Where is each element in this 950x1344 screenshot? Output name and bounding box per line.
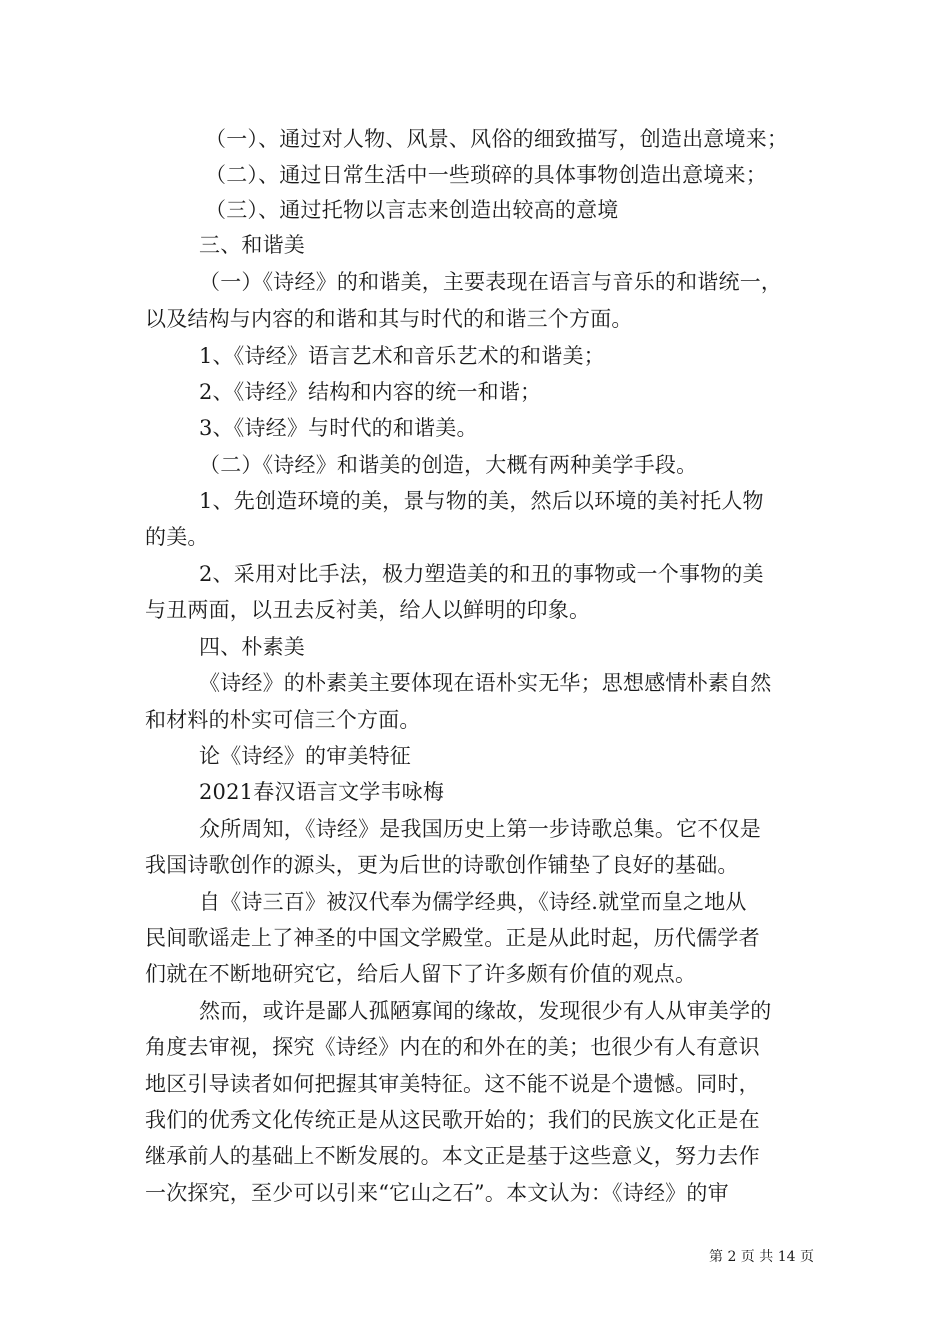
- text-line: （一）《诗经》的和谐美，主要表现在语言与音乐的和谐统一，: [199, 270, 783, 294]
- text-line: 一次探究，至少可以引来“它山之石”。本文认为：《诗经》的审: [145, 1181, 729, 1205]
- text-line: 的美。: [145, 525, 209, 549]
- text-line: 以及结构与内容的和谐和其与时代的和谐三个方面。: [145, 307, 633, 331]
- text-line: 《诗经》的朴素美主要体现在语朴实无华；思想感情朴素自然: [199, 671, 772, 695]
- section-heading: 三、和谐美: [199, 233, 305, 257]
- text-line: 自《诗三百》被汉代奉为儒学经典，《诗经.就堂而皇之地从: [199, 890, 747, 914]
- text-line: 我们的优秀文化传统正是从这民歌开始的；我们的民族文化正是在: [145, 1108, 760, 1132]
- text-line: 民间歌谣走上了神圣的中国文学殿堂。正是从此时起，历代儒学者: [145, 926, 760, 950]
- text-line: 角度去审视，探究《诗经》内在的和外在的美；也很少有人有意识: [145, 1035, 760, 1059]
- text-line: 然而，或许是鄙人孤陋寡闻的缘故，发现很少有人从审美学的: [199, 999, 772, 1023]
- text-line: （二）《诗经》和谐美的创造，大概有两种美学手段。: [199, 453, 698, 477]
- text-line: 地区引导读者如何把握其审美特征。这不能不说是个遗憾。同时，: [145, 1072, 760, 1096]
- text-line: 2、《诗经》结构和内容的统一和谐；: [199, 380, 542, 404]
- text-line: 3、《诗经》与时代的和谐美。: [199, 416, 478, 440]
- page-number: 第 2 页 共 14 页: [709, 1249, 814, 1265]
- text-line: 众所周知，《诗经》是我国历史上第一步诗歌总集。它不仅是: [199, 817, 761, 841]
- text-line: （三）、通过托物以言志来创造出较高的意境: [205, 198, 619, 222]
- text-line: 继承前人的基础上不断发展的。本文正是基于这些意义，努力去作: [145, 1144, 760, 1168]
- text-line: 和材料的朴实可信三个方面。: [145, 708, 421, 732]
- text-line: 2、采用对比手法，极力塑造美的和丑的事物或一个事物的美: [199, 562, 764, 586]
- article-author: 2021春汉语言文学韦咏梅: [199, 780, 445, 804]
- text-line: 们就在不断地研究它，给后人留下了许多颇有价值的观点。: [145, 962, 697, 986]
- text-line: 1、《诗经》语言艺术和音乐艺术的和谐美；: [199, 344, 605, 368]
- text-line: 1、先创造环境的美，景与物的美，然后以环境的美衬托人物: [199, 489, 764, 513]
- text-line: （二）、通过日常生活中一些琐碎的具体事物创造出意境来；: [205, 163, 767, 187]
- text-line: 与丑两面，以丑去反衬美，给人以鲜明的印象。: [145, 598, 591, 622]
- article-title: 论《诗经》的审美特征: [199, 744, 411, 768]
- text-line: （一）、通过对人物、风景、风俗的细致描写，创造出意境来；: [205, 127, 789, 151]
- text-line: 我国诗歌创作的源头，更为后世的诗歌创作铺垫了良好的基础。: [145, 853, 739, 877]
- section-heading: 四、朴素美: [199, 635, 305, 659]
